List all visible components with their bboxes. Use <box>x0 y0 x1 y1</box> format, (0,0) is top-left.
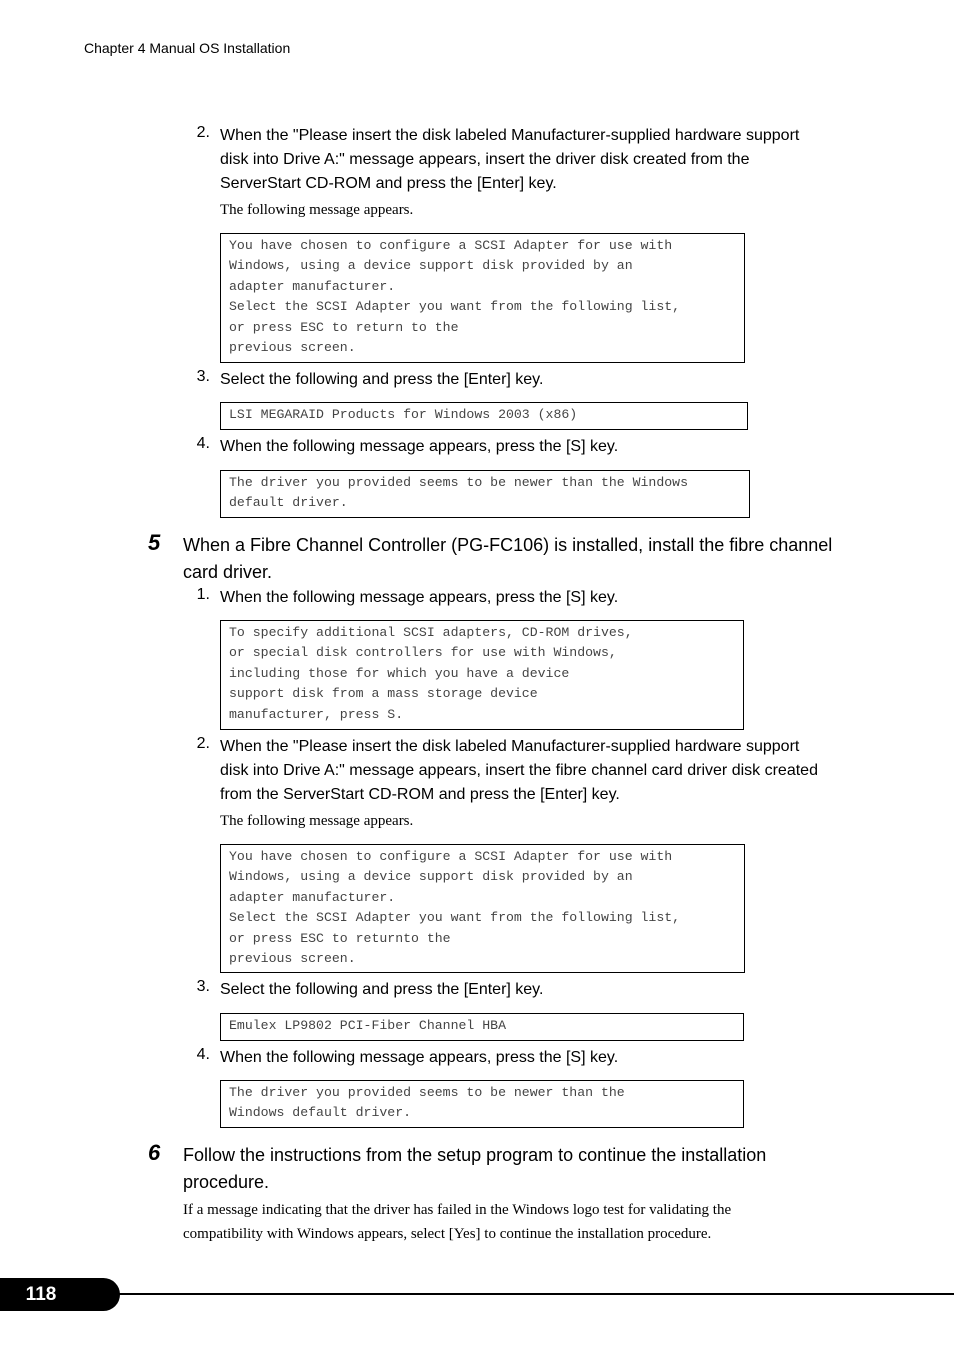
message-box: The driver you provided seems to be newer than the Windows default driver. <box>220 470 750 518</box>
message-box: The driver you provided seems to be newer than the Windows default driver. <box>220 1080 744 1128</box>
step-text: When the following message appears, press the [S] key. <box>220 589 619 606</box>
selection-box: Emulex LP9802 PCI-Fiber Channel HBA <box>220 1013 744 1041</box>
step-number: 3. <box>196 978 210 995</box>
step-text: Select the following and press the [Enter] key. <box>220 981 544 998</box>
step-number: 2. <box>196 124 210 141</box>
message-box: To specify additional SCSI adapters, CD-ROM drives, or special disk controllers for use with Windows, including those for which you have a device support disk from a mass storage device manufacturer, press S. <box>220 620 744 730</box>
step-note: The following message appears. <box>220 202 414 218</box>
footer-rule <box>110 1293 954 1295</box>
step-number: 1. <box>196 586 210 603</box>
message-box: You have chosen to configure a SCSI Adapter for use with Windows, using a device support disk provided by an adapter manufacturer. Select the SCSI Adapter you want from the following list, or press ESC to returnto the previous screen. <box>220 844 745 973</box>
major-step-number: 6 <box>148 1140 161 1165</box>
message-box: You have chosen to configure a SCSI Adapter for use with Windows, using a device support disk provided by an adapter manufacturer. Select the SCSI Adapter you want from the following list, or press ESC to return to the previous screen. <box>220 233 745 363</box>
selection-box: LSI MEGARAID Products for Windows 2003 (x86) <box>220 402 748 430</box>
step-text: When the following message appears, press the [S] key. <box>220 1049 619 1066</box>
step-note: The following message appears. <box>220 813 414 829</box>
major-step-title: Follow the instructions from the setup program to continue the installation procedure. <box>183 1145 767 1192</box>
step-note: If a message indicating that the driver has failed in the Windows logo test for validating the compatibility with Windows appears, select [Yes] to continue the installation procedure. <box>183 1202 732 1242</box>
major-step-title: When a Fibre Channel Controller (PG-FC106) is installed, install the fibre channel card driver. <box>183 535 833 582</box>
chapter-header: Chapter 4 Manual OS Installation <box>84 40 291 56</box>
step-text: When the "Please insert the disk labeled Manufacturer-supplied hardware support disk into Drive A:" message appears, insert the driver disk created from the ServerStart CD-ROM and press the [Enter] key. <box>220 127 800 192</box>
step-text: Select the following and press the [Enter] key. <box>220 371 544 388</box>
step-number: 2. <box>196 735 210 752</box>
step-number: 3. <box>196 368 210 385</box>
page-number-badge: 118 <box>0 1278 120 1311</box>
step-number: 4. <box>196 435 210 452</box>
step-text: When the "Please insert the disk labeled Manufacturer-supplied hardware support disk into Drive A:" message appears, insert the fibre channel card driver disk created from the ServerStart CD-ROM and press the [Enter] key. <box>220 738 818 803</box>
major-step-number: 5 <box>148 530 161 555</box>
step-text: When the following message appears, press the [S] key. <box>220 438 619 455</box>
step-number: 4. <box>196 1046 210 1063</box>
